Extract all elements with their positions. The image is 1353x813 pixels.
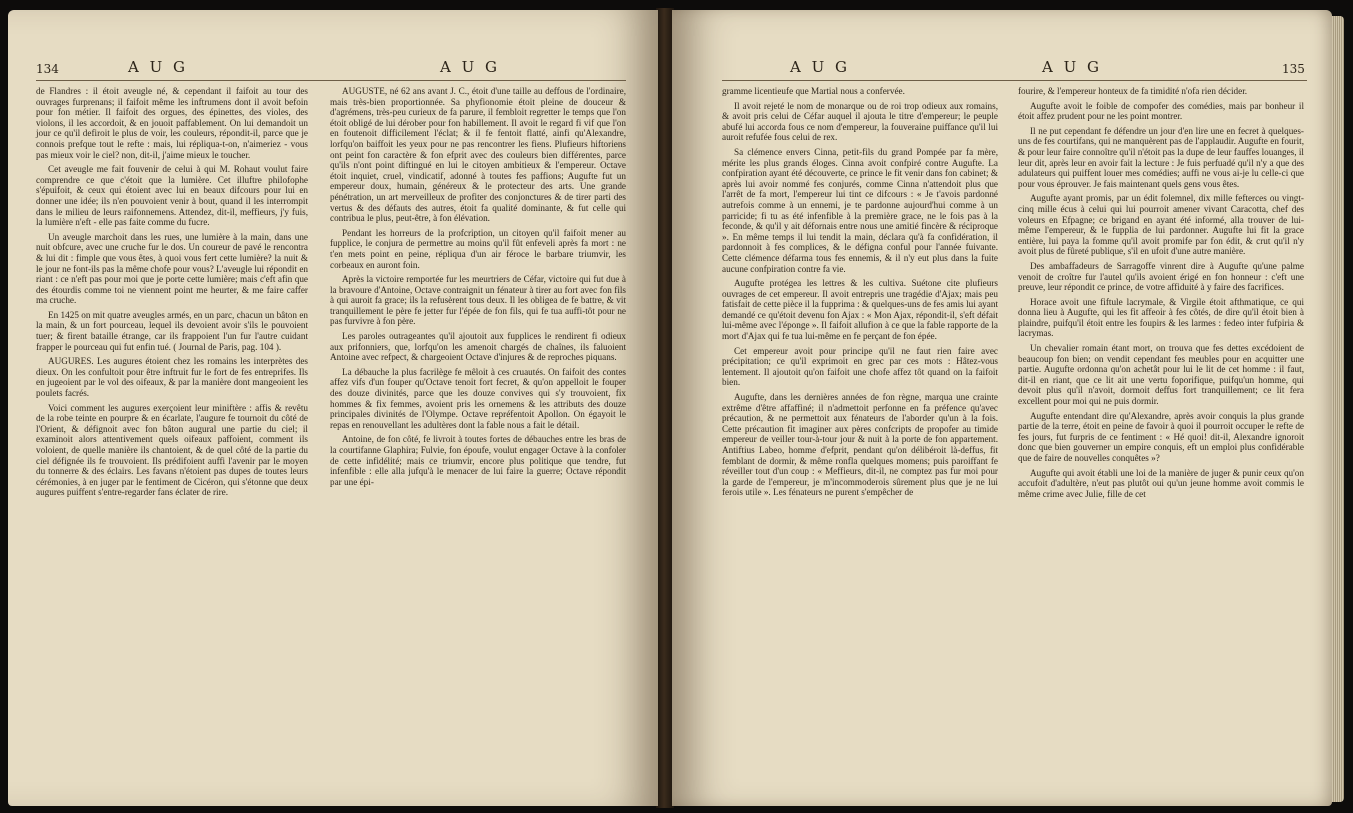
paragraph: Cet empereur avoit pour principe qu'il ne faut rien faire avec précipitation; ce qu'il exprimoit en grec par ces mots : Hâtez-vous lentement. Il ajoutoit qu'on faifoit une chofe affez tôt quand on la faifoit bien. <box>722 345 998 388</box>
right-page <box>672 10 1332 806</box>
paragraph: de Flandres : il étoit aveugle né, & cependant il faifoit au tour des ouvrages furprenans; il faifoit même les inftrumens dont il avoit befoin pour fon métier. Il faifoit des orgues, des épinettes, des violes, des violons, il les accordoit, & en jouoit paffablement. On lui demandoit un jour ce qu'il defiroit le plus de voir, les couleurs, répondit-il, parce que je connois prefque tout le refte : mais, lui répliqua-t-on, n'aimeriez - vous pas mieux voir le ciel? non, dit-il, j'aime mieux le toucher. <box>36 86 308 160</box>
left-page-column-2 <box>330 86 626 491</box>
paragraph: Augufte ayant promis, par un édit folemnel, dix mille fefterces ou vingt-cinq mille écus à celui qui lui pourroit amener vivant Caracotta, chef des voleurs en Efpagne; ce brigand en ayant été informé, alla trouver de lui-même l'empereur, & le fupplia de lui pardonner. Augufte lui fit la grace entière, lui paya la fomme qu'il avoit promife par fon édit, & crut qu'il n'y avoit plus de fûreté publique, s'il en ufoit d'une autre manière. <box>1018 193 1304 257</box>
paragraph: Un chevalier romain étant mort, on trouva que fes dettes excédoient de beaucoup fon bien; on vendit cependant fes meubles pour en acquitter une partie. Augufte ordonna qu'on achetât pour lui le lit de cet homme : il faut, dit-il en riant, que ce lit ait une vertu foporifique, puifqu'un homme, qui devoit plus qu'il n'avoit, dormoit deffus fort tranquillement; ce lit fera excellent pour moi qui ne puis dormir. <box>1018 343 1304 407</box>
paragraph: gramme licentieufe que Martial nous a confervée. <box>722 86 905 96</box>
running-head-right-col2: A U G <box>1042 58 1102 76</box>
paragraph: Pendant les horreurs de la profcription, un citoyen qu'il faifoit mener au fupplice, le conjura de permettre au moins qu'il fût enfeveli après fa mort : ne t'en mets point en peine, répliqua d'un air féroce le barbare triumvir, les corbeaux en auront foin. <box>330 227 626 270</box>
paragraph: Cet aveugle me fait fouvenir de celui à qui M. Rohaut voulut faire comprendre ce que c'étoit que la lumière. Cet illuftre philofophe s'épuifoit, & ceux qui étoient avec lui en beaux difcours pour lui en donner une idée; ils n'en pouvoient venir à bout, quand il les interrompit dans le milieu de leurs raifonnemens. Attendez, dit-il, meffieurs, j'y fuis, la lumière n'eft - elle pas faite comme du fucre. <box>36 164 308 228</box>
paragraph: Augufte protégea les lettres & les cultiva. Suétone cite plufieurs ouvrages de cet empereur. Il avoit entrepris une tragédie d'Ajax; mais peu fatisfait de cette pièce il la fupprima : & quelques-uns de fes amis lui ayant demandé ce qu'étoit devenu fon Ajax : « Mon Ajax, répondit-il, s'eft défait lui-même avec l'éponge ». Il faifoit allufion à ce que la fable rapporte de la mort d'Ajax qui fe tua lui-même en fe perçant de fon épée. <box>722 278 998 342</box>
paragraph: Il avoit rejeté le nom de monarque ou de roi trop odieux aux romains, & avoit pris celui de Céfar auquel il ajouta le titre d'empereur; le peuple abufé lui accorda fous ce nom d'empereur, la fouveraine puiffance qu'il lui auroit refufée fous celui de rex. <box>722 100 998 143</box>
paragraph: AUGUSTE, né 62 ans avant J. C., étoit d'une taille au deffous de l'ordinaire, mais très-bien proportionnée. Sa phyfionomie étoit pleine de douceur & d'agrémens, très-peu curieux de fa parure, il fembloit regretter le temps que l'on étoit obligé de lui dérober pour fon habillement. Il avoit le regard fi vif que l'on en foutenoit difficilement l'éclat; & il fe fentoit flatté, ainfi qu'Alexandre, lorfqu'on baiffoit les yeux pour ne pas rencontrer les fiens. Plufieurs hiftoriens ont peint fon caractère & fon efprit avec des couleurs bien différentes, parce qu'ils n'ont point diftingué en lui le citoyen ambitieux & l'empereur. Octave étoit inquiet, cruel, vindicatif, adonné à toutes fes paffions; Augufte fut un empereur doux, humain, généreux & le protecteur des arts. Une grande pénétration, un art merveilleux de profiter des conjonctures & de tirer parti des vertus & des défauts des autres, étoit fa qualité dominante, & fut celle qui contribua le plus, peut-être, à fon élévation. <box>330 86 626 224</box>
paragraph: Augufte avoit le foible de compofer des comédies, mais par bonheur il étoit affez prudent pour ne les point montrer. <box>1018 100 1304 122</box>
right-page-column-2 <box>1018 86 1304 503</box>
paragraph: Après la victoire remportée fur les meurtriers de Céfar, victoire qui fut due à la bravoure d'Antoine, Octave contraignit un fénateur à tirer au fort avec fon fils à qui auroit fa grace; ils la refusèrent tous deux. Il les obligea de fe battre, & vit tranquillement le père fe jetter fur l'épée de fon fils, qui fe tua auffi-tôt pour ne pas furvivre à fon père. <box>330 274 626 327</box>
running-head-right-col1: A U G <box>790 58 850 76</box>
header-rule-left <box>36 80 626 81</box>
paragraph: Des ambaffadeurs de Sarragoffe vinrent dire à Augufte qu'une palme venoit de croître fur l'autel qu'ils avoient érigé en fon honneur : c'eft une preuve, leur répondit ce prince, de votre affiduité à y faire des facrifices. <box>1018 260 1304 293</box>
paragraph: Augufte, dans les dernières années de fon règne, marqua une crainte extrême d'être affaffiné; il n'admettoit perfonne en fa préfence qu'avec précaution, & ne permettoit aux fénateurs de l'aborder qu'un à la fois. Cette précaution fit imaginer aux pères confcripts de propofer au timide empereur de veiller tour-à-tour jour & nuit à la porte de fon appartement. Antiftius Labeo, homme d'efprit, pendant qu'on délibéroit là-deffus, fit femblant de dormir, & même ronfla quelques momens; puis paroiffant fe réveiller tout d'un coup : « Meffieurs, dit-il, ne comptez pas fur moi pour la garde de l'empereur, je m'incommoderois sûrement plus que je ne lui ferois utile ». Les fénateurs ne purent s'empêcher de <box>722 392 998 498</box>
paragraph: Les paroles outrageantes qu'il ajoutoit aux fupplices le rendirent fi odieux aux prifonniers, que, lorfqu'on les amenoit chargés de chaînes, ils faluoient Antoine avec refpect, & chargeoient Octave d'injures & de reproches piquans. <box>330 331 626 363</box>
paragraph: Augufte entendant dire qu'Alexandre, après avoir conquis la plus grande partie de la terre, étoit en peine de favoir à quoi il pourroit occuper le refte de fes jours, fut furpris de ce fentiment : « Hé quoi! dit-il, Alexandre ignoroit donc que bien gouverner un empire conquis, eft un emploi plus confidérable que de faire de nouvelles conquêtes »? <box>1018 410 1304 463</box>
paragraph: La débauche la plus facrilège fe mêloit à ces cruautés. On faifoit des contes affez vifs d'un fouper qu'Octave tenoit fort fecret, & qu'on appelloit le fouper des douze divinités, parce que les douze convives qui s'y trouvoient, fix hommes & fix femmes, avoient pris les ornemens & les attributs des douze principales divinités de l'Olympe. Octave repréfentoit Apollon. On égayoit le repas en renouvellant les adultères dont la fable nous a fait le détail. <box>330 366 626 430</box>
header-rule-right <box>722 80 1307 81</box>
left-page <box>8 10 658 806</box>
paragraph: Horace avoit une fiftule lacrymale, & Virgile étoit afthmatique, ce qui donna lieu à Augufte, qui les fit affeoir à fes côtés, de dire qu'il étoit bien à plaindre, puifqu'il étoit entre les foupirs & les larmes : fedeo inter fufpiria & lacrymas. <box>1018 296 1304 339</box>
paragraph: Augufte qui avoit établi une loi de la manière de juger & punir ceux qu'on accufoit d'adultère, n'eut pas plutôt oui qu'un jeune homme avoit commis le même crime avec Julie, fille de cet <box>1018 467 1304 499</box>
left-page-column-1 <box>36 86 308 502</box>
paragraph: Un aveugle marchoit dans les rues, une lumière à la main, dans une nuit obfcure, avec une cruche fur le dos. Un coureur de pavé le rencontra & lui dit : fimple que vous êtes, à quoi vous fert cette lumière? la nuit & le jour ne font-ils pas la même chofe pour vous? L'aveugle lui répondit en riant : ce n'eft pas pour moi que je porte cette lumière; mais c'eft afin que des étourdis comme toi ne viennent point me heurter, & me faire caffer ma cruche. <box>36 231 308 306</box>
paragraph: Antoine, de fon côté, fe livroit à toutes fortes de débauches entre les bras de la courtifanne Glaphira; Fulvie, fon époufe, voulut engager Octave à la confoler de cette infidélité; mais ce triumvir, encore plus politique que tendre, fut infenfible : elle alla jufqu'à le menacer de lui faire la guerre; Octave répondit par une épi- <box>330 434 626 487</box>
paragraph: Voici comment les augures exerçoient leur miniftère : affis & revêtu de la robe teinte en pourpre & en écarlate, l'augure fe tournoit du côté de l'Orient, & défignoit avec fon bâton augural une partie du ciel; il examinoit alors attentivement quels oifeaux paffoient, comment ils voloient, de quelle manière ils chantoient, & de quel côté de la partie du ciel défignée ils fe trouvoient. Ils prédifoient auffi l'avenir par le moyen du tonnerre & des éclairs. Les favans n'étoient pas dupes de toutes leurs cérémonies, à en juger par le fentiment de Cicéron, qui s'étonne que deux augures puiffent s'entre-regarder fans éclater de rire. <box>36 402 308 498</box>
right-page-column-1 <box>722 86 998 502</box>
page-edges <box>1330 16 1344 802</box>
paragraph: En 1425 on mit quatre aveugles armés, en un parc, chacun un bâton en la main, & un fort pourceau, lequel ils devoient avoir s'ils le pouvoient tuer; & firent bataille étrange, car ils frappoient l'un fur l'autre cuidant frapper le pourceau qui fut enfin tué. ( Journal de Paris, pag. 104 ). <box>36 309 308 352</box>
paragraph: AUGURES. Les augures étoient chez les romains les interprètes des dieux. On les confultoit pour être inftruit fur le fort de fes entreprifes. Ils en jugeoient par le vol des oifeaux, & par la manière dont mangeoient les poulets facrés. <box>36 356 308 399</box>
paragraph: Sa clémence envers Cinna, petit-fils du grand Pompée par fa mère, mérite les plus grands éloges. Cinna avoit confpiré contre Augufte. La confpiration ayant été découverte, ce prince le fit venir dans fon cabinet; & après lui avoir nommé fes conjurés, comme Cinna n'attendoit plus que l'arrêt de fa mort, l'empereur lui tint ce difcours : « Je t'avois pardonné autrefois comme à un ennemi, je te pardonne aujourd'hui comme à un parricide; fi tu as été infenfible à la première grace, ne le fois pas à la feconde, & qu'il y ait défornais entre nous une amitié fincère & réciproque ». En même temps il lui tendit la main, déclara qu'à fa confidération, il pardonnoit à fes complices, & le défigna conful pour l'année fuivante. Cette clémence défarma tous fes ennemis, & il n'y eut plus dans la fuite aucune confpiration contre fa vie. <box>722 146 998 274</box>
page-number-left: 134 <box>36 62 59 76</box>
running-head-left-col1: A U G <box>128 58 188 76</box>
paragraph: Il ne put cependant fe défendre un jour d'en lire une en fecret à quelques-uns de fes courtifans, qui ne manquèrent pas de l'applaudir. Augufte en fourit, & pour leur faire connoître qu'il n'étoit pas la dupe de leur fauffes louanges, il leur dit, après leur en avoir fait la lecture : Je fuis perfuadé qu'il n'y a que des adulateurs qui puiffent louer mes comédies; auffi ne vous ai-je lu celle-ci que pour vous éprouver. Je fais maintenant quels gens vous êtes. <box>1018 125 1304 189</box>
running-head-left-col2: A U G <box>440 58 500 76</box>
page-number-right: 135 <box>1282 62 1305 76</box>
paragraph: fourire, & l'empereur honteux de fa timidité n'ofa rien décider. <box>1018 86 1248 96</box>
